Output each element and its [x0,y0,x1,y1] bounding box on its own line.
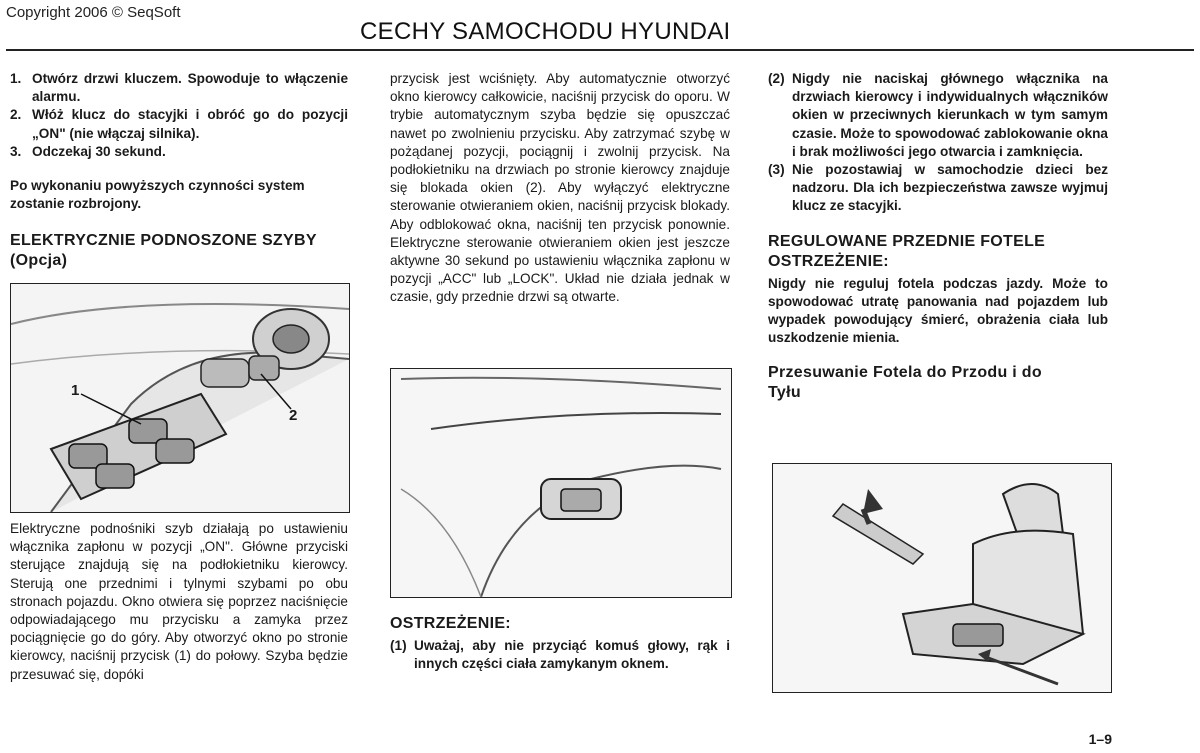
step-text: Włóż klucz do stacyjki i obróć go do pozycji „ON" (nie włączaj silnika). [32,107,348,141]
disarm-note: Po wykonaniu powyższych czynności system zostanie rozbrojony. [10,178,305,212]
header-divider [6,49,1194,51]
windows-body-text: Elektryczne podnośniki szyb działają po ustawieniu włącznika zapłonu w pozycji „ON". Główne przyciski sterujące znajdują się na podłokietniku kierowcy. Sterują one przednimi i tylnymi szybami po obu stronach pojazdu. Okno otwiera się poprzez naciśnięcie odpowiadającego mu przycisku a zamyka przez pociągnięcie go do góry. Aby otworzyć okno po stronie kierowcy, naciśnij przycisk (1) do połowy. Szyba będzie przesuwać się, dopóki [10,521,348,682]
list-item [10,70,348,106]
list-item [10,106,348,142]
page-title: CECHY SAMOCHODU HYUNDAI [360,18,731,45]
warning-text: Nie pozostawiaj w samochodzie dzieci bez nadzoru. Dla ich bezpieczeństwa zawsze wyjmuj klucz ze stacyjki. [792,162,1108,214]
warning-item [768,70,1108,161]
step-list [10,70,348,161]
section-title-seats: REGULOWANE PRZEDNIE FOTELE [768,232,1046,250]
seat-illustration [773,464,1111,692]
step-number: 3. [10,143,22,159]
figure-window-switches [10,283,350,513]
warning-number: (1) [390,638,407,653]
warning-number: (3) [768,162,785,178]
warning-number: (2) [768,71,785,86]
column-left [10,70,348,271]
warning-block-1 [390,614,730,673]
list-item [10,143,348,161]
window-lock-illustration [391,369,731,597]
callout-2: 2 [289,407,298,424]
warning-text: Uważaj, aby nie przyciąć komuś głowy, rąk i innych części ciała zamykanym oknem. [414,638,730,672]
column-right [768,70,1108,403]
column-middle-text: przycisk jest wciśnięty. Aby automatycznie otworzyć okno kierowcy całkowicie, naciśnij przycisk do oporu. W trybie automatycznym szyba będzie się opuszczać nawet po zwolnieniu przycisku. Aby zatrzymać szybę w pożądanej pozycji, pociągnij i zwolnij przycisk. Na podłokietniku na drzwiach po stronie kierowcy znajduje się blokada okien (2). Aby wyłączyć elektryczne sterowanie otwieraniem okien, naciśnij przycisk blokady. Aby odblokować okna, naciśnij ten przycisk ponownie. Elektryczne sterowanie otwieraniem okien jest jeszcze aktywne 30 sekund po ustawieniu włącznika zapłonu w pozycji „ACC" lub „LOCK". Układ nie działa jednak w czasie, gdy przednie drzwi są otwarte. [390,71,730,305]
page-number: 1–9 [1088,731,1112,747]
step-number: 2. [10,107,22,123]
copyright-notice: Copyright 2006 © SeqSoft [6,4,181,21]
callout-1: 1 [71,382,80,399]
step-text: Otwórz drzwi kluczem. Spowoduje to włączenie alarmu. [32,71,348,105]
window-switch-illustration [11,284,349,512]
subsection-title: Przesuwanie Fotela do Przodu i do Tyłu [768,364,1042,402]
step-text: Odczekaj 30 sekund. [32,143,166,159]
warning-text: Nigdy nie naciskaj głównego włącznika na drzwiach kierowcy i indywidualnych włączników okien w przeciwnych kierunkach w tym samym czasie. Może to spowodować zablokowanie okna i brak możliwości jego otwarcia i zamknięcia. [792,71,1108,159]
figure-window-lock [390,368,732,598]
warning-item [768,161,1108,216]
figure-seat-adjust [772,463,1112,693]
warning-item [390,637,730,673]
seat-warning-text: Nigdy nie reguluj fotela podczas jazdy. Może to spowodować utratę panowania nad pojazdem lub wypadek powodujący śmierć, obrażenia ciała lub uszkodzenie mienia. [768,275,1108,346]
section-title-windows: ELEKTRYCZNIE PODNOSZONE SZYBY (Opcja) [10,232,317,270]
warning-heading: OSTRZEŻENIE: [768,252,889,270]
warning-heading: OSTRZEŻENIE: [390,615,511,632]
step-number: 1. [10,71,22,86]
